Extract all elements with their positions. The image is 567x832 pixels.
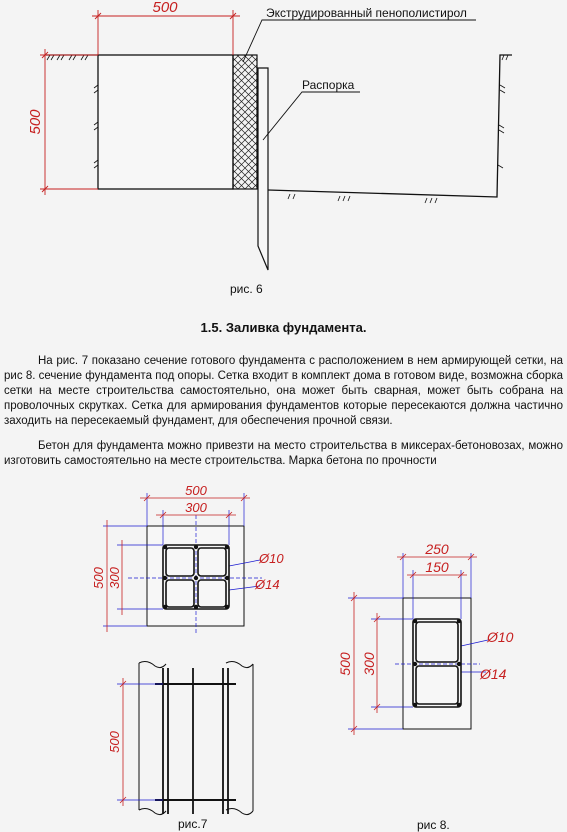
fig7-rebar-small-label: Ø10 — [259, 551, 284, 566]
fig7-elevation-dim: 500 — [107, 731, 122, 753]
fig6-strut-label: Распорка — [302, 78, 355, 92]
fig8-cross-section — [337, 541, 514, 735]
fig8-outer-width-dim: 250 — [425, 541, 449, 557]
fig7-rebar-large-label: Ø14 — [255, 577, 280, 592]
fig7-cross-section — [91, 483, 284, 634]
fig6-width-dimension: 500 — [152, 0, 178, 16]
fig7-inner-width-dim: 300 — [185, 500, 207, 515]
fig8-outer-height-dim: 500 — [337, 652, 353, 676]
fig6-height-dimension: 500 — [27, 109, 44, 135]
fig7-inner-height-dim: 300 — [107, 567, 122, 589]
fig7-elevation — [107, 662, 253, 815]
fig7-outer-height-dim: 500 — [91, 567, 106, 589]
fig8-rebar-large-label: Ø14 — [480, 666, 507, 682]
paragraph-1: На рис. 7 показано сечение готового фундамента с расположением в нем армирующей сетки, на рис 8. сечение фундамента под опоры. Сетка входит в комплект дома в готовом виде, возможна сборка сетки на месте строительства самостоятельно, она может быть сварная, может быть собрана на проволочных скрутках. Сетка для армирования фундаментов которые пересекаются должна частично заходить на пересекаемый фундамент, для обеспечения прочной связи. — [4, 355, 563, 427]
fig8-inner-width-dim: 150 — [425, 559, 449, 575]
fig6-section-drawing — [27, 0, 512, 270]
fig6-caption: рис. 6 — [230, 282, 263, 296]
fig8-inner-height-dim: 300 — [361, 652, 377, 676]
fig6-insulation-label: Экструдированный пенополистирол — [266, 6, 467, 20]
fig8-caption: рис 8. — [417, 818, 450, 832]
paragraph-2: Бетон для фундамента можно привезти на место строительства в миксерах-бетоновозах, можно изготовить самостоятельно на месте строительства. Марка бетона по прочности — [4, 440, 563, 467]
section-title: 1.5. Заливка фундамента. — [200, 320, 367, 335]
fig8-rebar-small-label: Ø10 — [487, 629, 514, 645]
fig7-outer-width-dim: 500 — [185, 483, 207, 498]
fig7-caption: рис.7 — [178, 817, 208, 831]
